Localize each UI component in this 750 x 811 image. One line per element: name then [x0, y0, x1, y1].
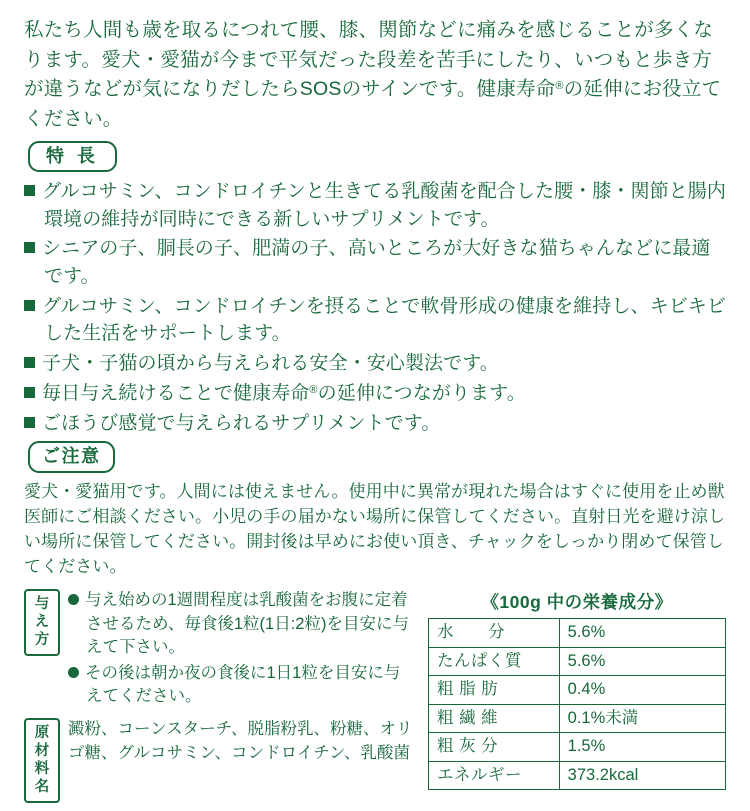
bottom-left-column [24, 589, 416, 811]
dot-bullet-icon [68, 667, 79, 678]
feeding-row [24, 589, 416, 710]
nutrition-value: 0.4% [559, 676, 725, 704]
square-bullet-icon [24, 417, 35, 428]
nutrition-value: 5.6% [559, 647, 725, 675]
nutrition-name: 粗 灰 分 [429, 733, 560, 761]
feeding-label [24, 589, 60, 656]
table-row [429, 733, 726, 761]
feature-item [24, 293, 726, 348]
nutrition-name: 水 分 [429, 619, 560, 647]
ingredients-label-char: 原 [34, 725, 50, 742]
feature-text: 子犬・子猫の頃から与えられる安全・安心製法です。 [42, 353, 499, 375]
feature-item [24, 410, 726, 438]
nutrition-name: 粗 脂 肪 [429, 676, 560, 704]
nutrition-title: 《100g 中の栄養成分》 [481, 592, 673, 613]
table-row [429, 676, 726, 704]
ingredients-label-char: 料 [34, 760, 50, 777]
square-bullet-icon [24, 300, 35, 311]
feeding-label-char: 与 [34, 596, 50, 613]
feature-text: グルコサミン、コンドロイチンを摂ることで軟骨形成の健康を維持し、キビキビした生活をサポートします。 [42, 295, 726, 345]
table-row [429, 761, 726, 789]
feeding-list [68, 589, 416, 710]
ingredients-label-char: 材 [34, 743, 50, 760]
feature-text: シニアの子、胴長の子、肥満の子、高いところが大好きな猫ちゃんなどに最適です。 [42, 238, 711, 287]
nutrition-value: 5.6% [559, 619, 725, 647]
nutrition-block [428, 589, 726, 790]
feature-text: ごほうび感覚で与えられるサプリメントです。 [42, 412, 441, 434]
feeding-item-text: 与え始めの1週間程度は乳酸菌をお腹に定着させるため、毎食後1粒(1日:2粒)を目安に与えて下さい。 [85, 591, 409, 657]
square-bullet-icon [24, 242, 35, 253]
dot-bullet-icon [68, 594, 79, 605]
feeding-label-char: 方 [34, 631, 50, 648]
table-row [429, 704, 726, 732]
ingredients-label [24, 718, 60, 803]
feature-item [24, 178, 726, 233]
feeding-label-char: え [34, 614, 50, 631]
nutrition-value: 0.1%未満 [559, 704, 725, 732]
feeding-item [68, 662, 416, 709]
intro-paragraph: 私たち人間も歳を取るにつれて腰、膝、関節などに痛みを感じることが多くなります。愛犬・愛猫が今まで平気だった段差を苦手にしたり、いつもと歩き方が違うなどが気になりだしたらSOSのサインです。健康寿命®の延伸にお役立てください。 [24, 19, 722, 130]
features-heading: 特 長 [28, 141, 117, 172]
nutrition-value: 373.2kcal [559, 761, 725, 789]
features-list [24, 178, 726, 438]
ingredients-label-char: 名 [34, 778, 50, 795]
feature-item [24, 235, 726, 290]
features-heading-row [28, 141, 726, 172]
nutrition-name: エネルギー [429, 761, 560, 789]
nutrition-value: 1.5% [559, 733, 725, 761]
feature-item [24, 380, 726, 408]
square-bullet-icon [24, 357, 35, 368]
square-bullet-icon [24, 185, 35, 196]
nutrition-name: たんぱく質 [429, 647, 560, 675]
nutrition-table [428, 618, 726, 790]
square-bullet-icon [24, 387, 35, 398]
bottom-section [24, 589, 726, 811]
nutrition-name: 粗 繊 維 [429, 704, 560, 732]
feeding-item-text: その後は朝か夜の食後に1日1粒を目安に与えてください。 [85, 663, 401, 706]
ingredients-row [24, 718, 416, 803]
feeding-item [68, 589, 416, 659]
caution-paragraph: 愛犬・愛猫用です。人間には使えません。使用中に異常が現れた場合はすぐに使用を止め獣医師にご相談ください。小児の手の届かない場所に保管してください。直射日光を避け涼しい場所に保管してください。開封後は早めにお使い頂き、チャックをしっかり閉めて保管してください。 [24, 481, 726, 577]
feature-item [24, 350, 726, 378]
caution-heading-row [28, 441, 726, 472]
feature-text: 毎日与え続けることで健康寿命®の延伸につながります。 [42, 382, 526, 404]
feature-text: グルコサミン、コンドロイチンと生きてる乳酸菌を配合した腰・膝・関節と腸内環境の維持が同時にできる新しいサプリメントです。 [42, 180, 726, 230]
caution-heading: ご注意 [28, 441, 115, 472]
table-row [429, 647, 726, 675]
table-row [429, 619, 726, 647]
ingredients-text: 澱粉、コーンスターチ、脱脂粉乳、粉糖、オリゴ糖、グルコサミン、コンドロイチン、乳酸菌 [68, 720, 413, 762]
